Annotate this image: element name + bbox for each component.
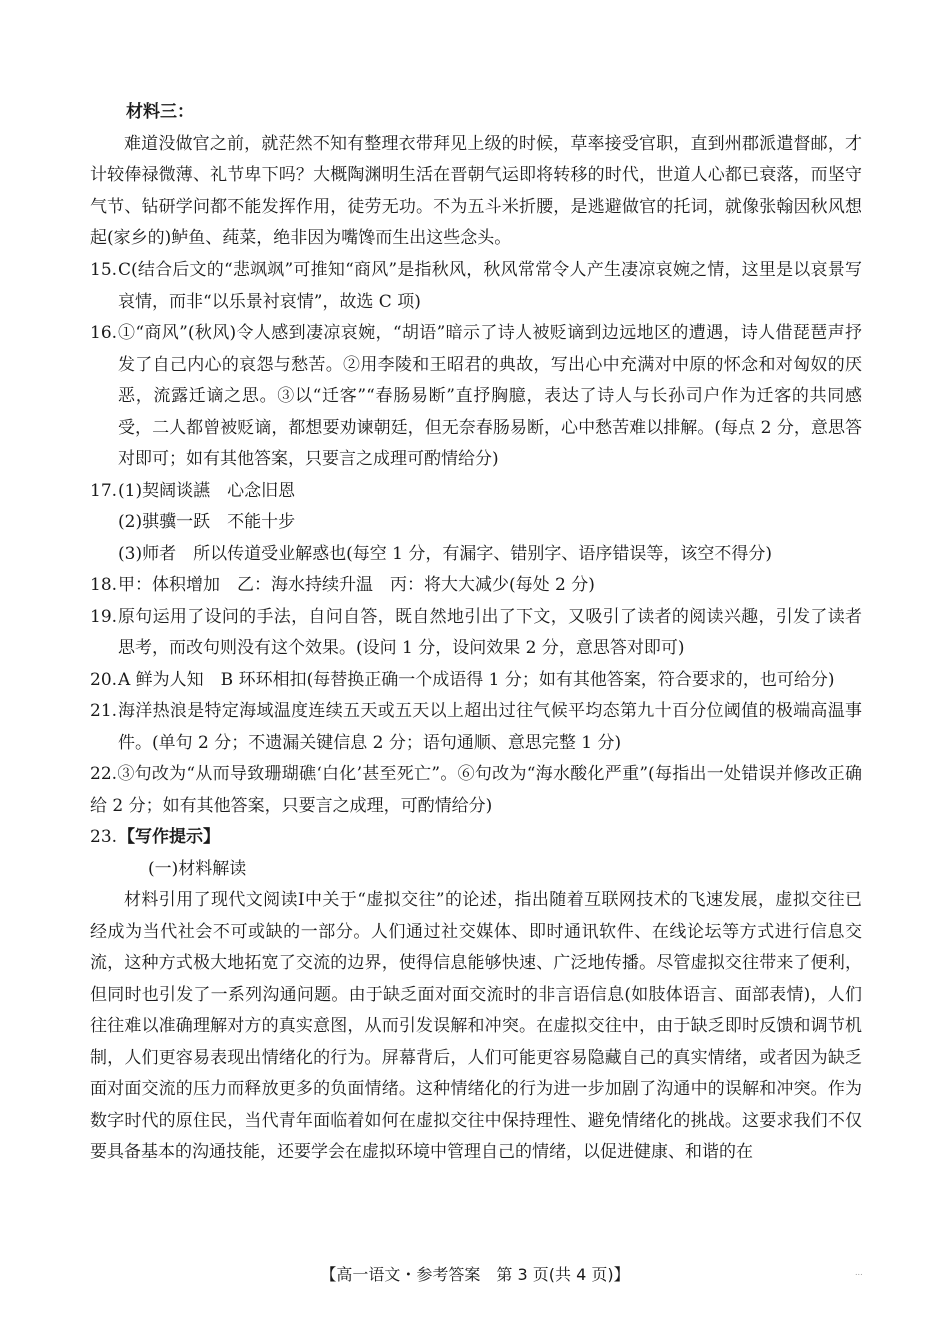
answer-19-number: 19. — [90, 606, 118, 627]
page-footer: 【高一语文・参考答案 第 3 页(共 4 页)】 — [320, 1265, 630, 1284]
answer-15-number: 15. — [90, 260, 118, 280]
answer-22-text: ③句改为“从而导致珊瑚礁‘白化’甚至死亡”。⑥句改为“海水酸化严重”(每指出一处错误并修改正确给 2 分；如有其他答案，只要言之成理，可酌情给分) — [90, 764, 862, 816]
answer-15-text: C(结合后文的“悲飒飒”可推知“商风”是指秋风，秋风常常令人产生凄凉哀婉之情，这里是以哀景写哀情，而非“以乐景衬哀情”，故选 C 项) — [118, 260, 862, 312]
material3-heading: 材料三： — [126, 102, 194, 122]
answer-15 — [90, 255, 862, 318]
answer-17-line3: (3)师者 所以传道受业解惑也(每空 1 分，有漏字、错别字、语序错误等，该空不得分) — [118, 543, 772, 564]
answer-17-line1: (1)契阔谈讌 心念旧恩 — [118, 480, 296, 501]
answer-20-text: A 鲜为人知 B 环环相扣(每替换正确一个成语得 1 分；如有其他答案，符合要求的，也可给分) — [118, 669, 835, 690]
writing-material-interpretation: 材料引用了现代文阅读Ⅰ中关于“虚拟交往”的论述，指出随着互联网技术的飞速发展，虚拟交往已经成为当代社会不可或缺的一部分。人们通过社交媒体、即时通讯软件、在线论坛等方式进行信息交流，这种方式极大地拓宽了交流的边界，使得信息能够快速、广泛地传播。尽管虚拟交往带来了便利，但同时也引发了一系列沟通问题。由于缺乏面对面交流时的非言语信息(如肢体语言、面部表情)，人们往往难以准确理解对方的真实意图，从而引发误解和冲突。在虚拟交往中，由于缺乏即时反馈和调节机制，人们更容易表现出情绪化的行为。屏幕背后，人们可能更容易隐藏自己的真实情绪，或者因为缺乏面对面交流的压力而释放更多的负面情绪。这种情绪化的行为进一步加剧了沟通中的误解和冲突。作为数字时代的原住民，当代青年面临着如何在虚拟交往中保持理性、避免情绪化的挑战。这要求我们不仅要具备基本的沟通技能，还要学会在虚拟环境中管理自己的情绪，以促进健康、和谐的在 — [90, 890, 862, 1162]
answer-21 — [90, 696, 862, 759]
answer-19 — [90, 602, 862, 665]
answer-20 — [90, 665, 862, 697]
answer-23 — [90, 822, 862, 854]
answer-17-line2: (2)骐骥一跃 不能十步 — [118, 512, 296, 532]
material3-text: 难道没做官之前，就茫然不知有整理衣带拜见上级的时候，草率接受官职，直到州郡派遣督邮，才计较俸禄微薄、礼节卑下吗？大概陶渊明生活在晋朝气运即将转移的时代，世道人心都已衰落，而坚守气节、钻研学问都不能发挥作用，徒劳无功。不为五斗米折腰，是逃避做官的托词，就像张翰因秋风想起(家乡的)鲈鱼、莼菜，绝非因为嘴馋而生出这些念头。 — [90, 133, 862, 248]
answer-20-number: 20. — [90, 669, 118, 690]
answer-21-number: 21. — [90, 701, 118, 721]
answer-22-number: 22. — [90, 764, 118, 784]
writing-tips-title: 【写作提示】 — [118, 827, 220, 847]
answer-17-number: 17. — [90, 480, 118, 501]
answer-19-text: 原句运用了设问的手法，自问自答，既自然地引出了下文，又吸引了读者的阅读兴趣，引发了读者思考，而改句则没有这个效果。(设问 1 分，设问效果 2 分，意思答对即可) — [118, 606, 862, 658]
answer-17 — [90, 476, 862, 508]
footer-mark: ... — [855, 1268, 863, 1277]
answer-18-text: 甲：体积增加 乙：海水持续升温 丙：将大大减少(每处 2 分) — [118, 575, 595, 595]
answers-list — [90, 255, 862, 1169]
answer-16-text: ①“商风”(秋风)令人感到凄凉哀婉，“胡语”暗示了诗人被贬谪到边远地区的遭遇，诗人借琵琶声抒发了自己内心的哀怨与愁苦。②用李陵和王昭君的典故，写出心中充满对中原的怀念和对匈奴的厌恶，流露迁谪之思。③以“迁客”“春肠易断”直抒胸臆，表达了诗人与长孙司户作为迁客的共同感受，二人都曾被贬谪，都想要劝谏朝廷，但无奈春肠易断，心中愁苦难以排解。(每点 2 分，意思答对即可；如有其他答案，只要言之成理可酌情给分) — [118, 323, 862, 469]
writing-section-heading: (一)材料解读 — [148, 858, 247, 879]
answer-18-number: 18. — [90, 575, 118, 595]
answer-18 — [90, 570, 862, 602]
answer-21-text: 海洋热浪是特定海域温度连续五天或五天以上超出过往气候平均态第九十百分位阈值的极端高温事件。(单句 2 分；不遗漏关键信息 2 分；语句通顺、意思完整 1 分) — [118, 701, 862, 753]
answer-16-number: 16. — [90, 323, 118, 343]
answer-22 — [90, 759, 862, 822]
answer-23-number: 23. — [90, 827, 118, 847]
material3-section — [90, 97, 862, 255]
answer-16 — [90, 318, 862, 476]
